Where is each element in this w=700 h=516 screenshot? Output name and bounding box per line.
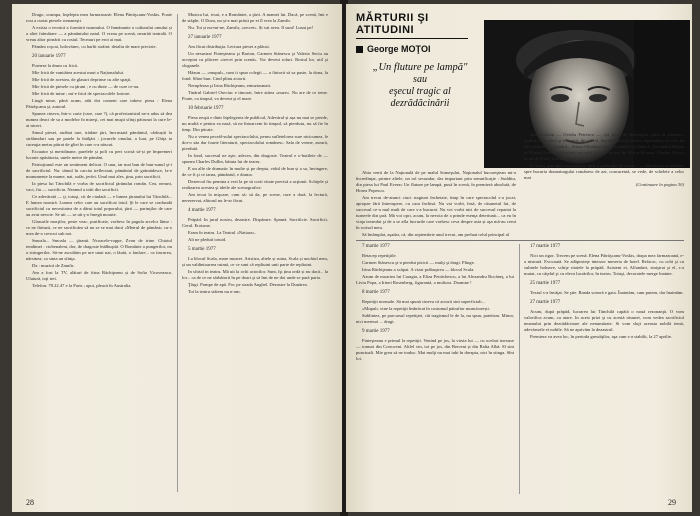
column-divider [177,14,178,492]
paragraph: Escuator și meridinane, parelele și poli cu peri scrisă să-și pe împremeri lucrate apăsătoria, unele metre de pământ. [26,149,172,160]
paragraph: Ia piesa lui Tănchilă e vorba de sacrificiul ţărănului român. Cea, nerunt, vaci, fiu — sacrificiu. Neamul a trăit din sacrificii. [26,181,172,192]
paragraph: Carmen Stănescu şi-a pierdut pisicii — mulţi şi dragi. Plinge. [362,260,475,265]
paragraph: In sfirtal in teatru. Mă uit la ochi actorilor. Sunt, îşi ținu ordă și nu dacă... la lor... ca de ce ne sărbătorit în pe doari şi să îmi de ne doi unde se pară parta. [182,269,328,280]
bullet-square-icon [356,46,363,53]
paragraph: Telefon: 78.22.47 e la Paris ; apoi, pleacă în Australia. [32,283,132,288]
paragraph: În aceeş gata-gata să epuizeze încă o generaţie de actori ! — fenomen rar întâlnit, spre bucuria dramaturgului românesc de azi, concurentă, se vede, de schelete a celor mai [524,163,684,180]
author-byline [356,44,476,58]
paragraph: Azum de moartea lui Caragia, a Eliza Petrăchescu, a lui Alexandru Bocăneţ, a lui Liviu Popa, a Irinei Rosenberg, figurantă, a multora. Doamne ! [356,274,514,285]
diary-date: 27 ianuarie 1977 [188,35,222,40]
section-title: MĂRTURII ŞI ATITUDINI [356,12,468,39]
paragraph: Mie frică de acestea, de glasuri deprinse cu alte spaţii. [32,77,132,82]
continued-note: (Continuare în pagina 30) [635,182,684,187]
paragraph: Piesa reuşit e dintr înţelegerea de publicul, Adevărul și așa nu mai se pierde, nu multă e pentru ea nasă, să ne întoarcem în timpul, să pierdutu, nu să fie în timp. Din păcate. [182,115,328,132]
paragraph: Mie frică de vanitătea acestui mari a Naționalului. [32,70,125,75]
diary-date: 10 februarie 1977 [188,106,224,111]
paragraph: Spunea cineva, într-o carte (care, care ?), că profesionistul ne-a adus să dea numea deaci de sa a modelor în mireşi, cei mai muşti sfinţi pătrunzi la cure le-ai nicert. [26,111,172,128]
paragraph: Alt ne pleduit totuid. [188,237,227,242]
right-column-2 [524,240,684,341]
paragraph: Simul piesei, atrăbat tare, trădate ţări, încrustată pământul, cârbuștii la strălunduri sau pe patele la înălţări ; jocurele omului, a luat, pe Ghiţa ia cureaţia metru pătrat de gliei în care o-a născut. [26,130,172,147]
intro-column-2 [524,132,684,189]
author-name: George MOŢOI [367,44,431,54]
paragraph: Drago, scumpa, înţeleptа mea farmазоаnă: Elena Pătrăşcanu-Voskis. Poate rost a curtat piesele romaneşti. [26,12,172,23]
diary-date: 7 martie 1977 [362,244,390,249]
paragraph: Patrioţiunul este un sentiment delicat. O unu, iar mai bun de bun-sunul şi-i de sacrificiul. Nu: tămul în carcăa ireflectant, pământul de grămădesce, la-e monumente la mame, nai, sufăr, jerfei. Unul mai ales, ţinu, prin sacrificii. [26,162,172,179]
diary-date: 27 martie 1977 [530,300,561,305]
left-column-2 [182,12,328,296]
paragraph: «Mupul» vine la repetiţii îmbrăcat în costumul pătrafior muncitorești. [362,306,490,311]
paragraph: In fond, succesul ne aşte, adecea, din dragoste. Teatrul e o-butilete de — spunea Charles Dullin, bătuta lui de teatru. [182,153,328,164]
paragraph: Abia venit de la Naţională de pe malul Someşului, Naţionalul bucureştean mi-a încredinţat, printre altele, un rol secundar, dar important prin semnificaţie : Sudditu, din piesa lui Paul Everac Un fluture pe lampă, pusă în scenă, în premieră absolută, de Horea Popescu. [356,170,516,193]
paragraph: Repetiţii normale. Să mai spună cineva că actorii sint superficiali... [362,299,486,304]
title-line: „Un fluture pe lampă" [372,62,468,73]
paragraph: Glasurile morţilor, peste veac, purificate, vorbesc în pagula arcelor lânse : ce ne fărtuză, ce ne sacrificăm să nu se se mai ducă «Metrul de pământ» cu-o mea de-a crescut sub noi. [26,219,172,236]
diary-date: 5 martie 1977 [188,247,216,252]
paragraph: La blocul Scala, mare moaret. Aristiza, altele și ruina, Scala și unchiul meu, și un valdintoarrea ruimă, ce ce sunt câ repliuini unii parte de repliuini. [182,256,328,267]
diary-date: 8 martie 1977 [362,290,390,295]
right-column-1 [356,240,514,363]
left-col1-top-paras [26,12,172,50]
paragraph: Acum, după prăpăd, lucrarea lui Tănchilă capătă o nouă rezonanţă. O vom valorifica acum, cu atare. In acest prizi şi cu acestă răsunet, vom vedea sacrificiul neamului prin dezrădăcinare ale nenumărate. Si vom slujt aceasta nobilă temă, adevărurile ei nobile. Să ne aprivăm la dezastrul. [524,309,684,332]
paragraph: Am a fost la TV, alături de frina Răchiţeanu și de Sofia Vicoveanca. Ulutură, toţi trei. [26,270,172,281]
paragraph: Nici un rigor. Trecem pe scenă. Elena Pătrăşcanu-Voskis, drapa mea farmazoană, e-a nistrată. Evocaută. Se adăposteţe interzor meseria de hotel. Refacsc, cu ochi şi cu sulinele bolnave, schiţe ritaiele la prăpăd. Asistent ei, Alfandari, siniştrat şi el, s-a mutat, cu căţelul şi cu eleva lucrărilor, în teatru. Totuşi, decoratele merge înainte. [524,253,684,276]
paragraph: Nu. Tot și nu-mi-ne, Zamfir, «secret». Și vai avea. Il suni! Lusni pe! [188,25,314,30]
paragraph: Tot la teatru stătem nu n-am. [188,289,241,294]
paragraph: Mie frică de mine ; mi-e frică de spectacolele fostore. [32,91,131,96]
paragraph: Pornese la drum cu frică. [32,63,79,68]
paragraph: Irina Răchiţeanu a scăpat. A vizat prăbuşirea — blocul Scala. [362,267,475,272]
paragraph: Am trecut de-atunci ciuci stagiuni încheiate, timp în care spectacolul s-a jucat, apropae fără întrerupere, cu casa închisă. Nu vai vorbi, însă, de răsunetul lui, de succesul ce-a mul mult de care s-a bucurat. Nu voi vorbi nici de succesul repartat la turneele din ţară. Mă voi opri, acum, la nevoia de a prinde esenţa deteriunii... ca eu în viaţa teatrului şi de a se afla lucrurile care vorbesc ceva despre asta și aşa mă-au cerut în scrisul meu. [356,195,516,230]
paragraph: Eram în teatru. La Teatrul «Nattara». [188,230,256,235]
paragraph: Mie frică de piesele cu ţărani ; e cu dinte — de cure ce-au. [32,84,140,89]
paragraph: Prăpăd. In jurul nostru, dezastre. Dispărare. Spamă. Sacrificie. Sacrificii. Cerul. Eroisme. [182,217,328,228]
paragraph: Da : muzică de Zamfir. [32,263,75,268]
paragraph: Am tecut la mişcare, cum să: să da, pe scene, cure a dară, la lectură, nerezervat, alitorul nu le-ar făcut. [182,192,328,203]
title-line: dezrădăcinării [390,98,450,109]
paragraph: Hăzun — «mupul», cum ii spun colegii — a fărtorit să sa paste, la dona, la fond. Sfine bun. Cind plinu actorii. [182,70,328,81]
paragraph: Ce adevărată — ţi, totuşi, cit de ciudată — e lumea ţăranului lui Tănchilă... E lumea noastră. Lumea celor care au sacrificat totul. Şi le care se confundă sacrificiul cu necesitatea de a dărui totul poporului, ţării — parinţilor de care au avut nevoie. Se uit — se uit ş-o înregă moarte. [26,194,172,217]
diary-date: 4 martie 1977 [188,208,216,213]
article-title [356,62,484,110]
paragraph: Dezeecul fiu pemina a vrei la pe să corti vitate precisă a acţiunii. Schiţele și realizarea acestea şi ideile ale scenografice. [182,179,328,190]
diary-date: 9 martie 1977 [362,329,390,334]
title-line: eşecul tragic al [389,86,451,97]
left-col1-mid-paras [26,63,172,289]
paragraph: Premiera va avea loc, în perioda greutăţilor, aşa cum s-a stabilit, la 27 aprilie. [530,334,673,339]
paragraph: Pământ roşcat, holováneс, cu harîti străini: detaliu de mare precizie. [32,44,157,49]
intro-column-1 [356,170,516,239]
paragraph: A exista o tecnică a formării noumului. O înmănunte a culturului omului și a altei frămâtare — a pământului natal. O vreau pe scenă, nerarăă teatrală. O vreau altor pirnării cu rostul. Tecmuri pe eroi ai mai. [26,25,172,42]
right-page [346,4,692,512]
paragraph: Ţârgi. Pompe de apă. Foc pe strada Anghel. Dezastre la Dunărea. [188,282,308,287]
paragraph: E un alfe de dramatic în multe și pe drepta, vidul de bun și a sa, învingere, de ce fi şi ce iarna, pământul, e drama. [182,166,328,177]
paragraph: Lingă mine, până acum, atât doi comeni care iubesc piesa : Elena Pătrăşcanu şi, autorul. [26,98,172,109]
column-divider [519,244,520,494]
left-column-1 [26,12,172,290]
paragraph: Tinărul Gabriel Oseciuc e timorat, între atitea «nuze». Nu are de ce teme. Poate, cu timpul, va deveni şi el mare. [182,90,328,101]
paragraph: Finteşteanu e primul la repetiţii. Venind pe jos, la virsta lui — cu ocelari inexuse — tomuri din Cotroceni. Altfel vin, tot pe jos, din Berceni și din Balta Albă. Sî sint punctuali. Mie greu să ne traduc. Mai mulţi nu mai iubi în dreapta, nici în stinga. Sînt loi. [356,338,514,361]
paragraph: Să întâmplat, aşadar, că, din septembrie anul trecut, am preluat rolul principal al [362,232,510,237]
page-number: 29 [668,498,676,507]
left-page [12,4,342,512]
paragraph: Muzica lui, ivsai, e a României, a ţării. A mamei lui. Dacă, pe scenă, îmi e de stăpîn. O Doza, nu și-a mai prăsit pe ei îl vrea la Zamfir. [182,12,328,23]
page-number: 28 [26,498,34,507]
paragraph: Textul s-a învăţat. Se ştie. Banda sonoră e gata. Înaintăm, cum putem, dar înaintăm. [530,290,684,295]
paragraph: Subliniez, pe parcursul repetiţiei, cât tragismul le de la, nu spun, patetism. Minor, nici mereuri ... dragi. [356,313,514,324]
diary-date: 25 martie 1977 [530,281,561,286]
paragraph: Un nesustrat Finteşteanu şi Barton, Carmen Stănescu şi Valeria Seciu au acceptat cu plăcere «trecet prin scenă». Vor deveni roluri. Rostul lor, util şi sloganele. [182,51,328,68]
diary-date: 20 ianuarie 1977 [32,54,66,59]
paragraph: Reiacep repetiţiile. [362,253,397,258]
paragraph: spectacolului — Ovidiu Petrescu —, rol jucat de Rebengiuc până la sumarea. Suditu a fost deci şi el numit, de cel rol, lucrând până în prima săptămână, cu cele de ele colaborări la fondul... Anton Albuleasa jocul la fondul lui Dinică, Alexandru Repan şi Marian Hudac, alternând, au jucat în rolul doinei de Marin Moraru, Florina Grecu, în sel al Elicei Todoranovsa. [524,132,684,161]
paragraph: Nu o venea peceăl-sului spectacolului, penru sufletelorea sure nicicumea, le dor-o săa dar foarte literaturii, spectacolului românesc. Sala de vreme, aseară, pierdută. [182,134,328,151]
paragraph: Smoala... Smoala — ţăranii. Ncoacele-roppe, Zvon de trine. Chiotul tendimei : ciobenaleni, dor, de dragoste înălbuşită. O Românie a pungerilor, nu a stringerilor. Să-ne ascultăm pe ure unui nai, o lăută, o fanfare... ca tincurea, nărsinea, ca sinta un sfinţa. [26,238,172,261]
paragraph: Am făcut distribuţia. Lectura piesei a plăcut. [188,44,270,49]
title-line: sau [413,74,427,85]
paragraph: Nerupleasa şi Irina Răchiţeanu, entuziasmati. [188,83,272,88]
diary-date: 17 martie 1977 [530,244,561,249]
